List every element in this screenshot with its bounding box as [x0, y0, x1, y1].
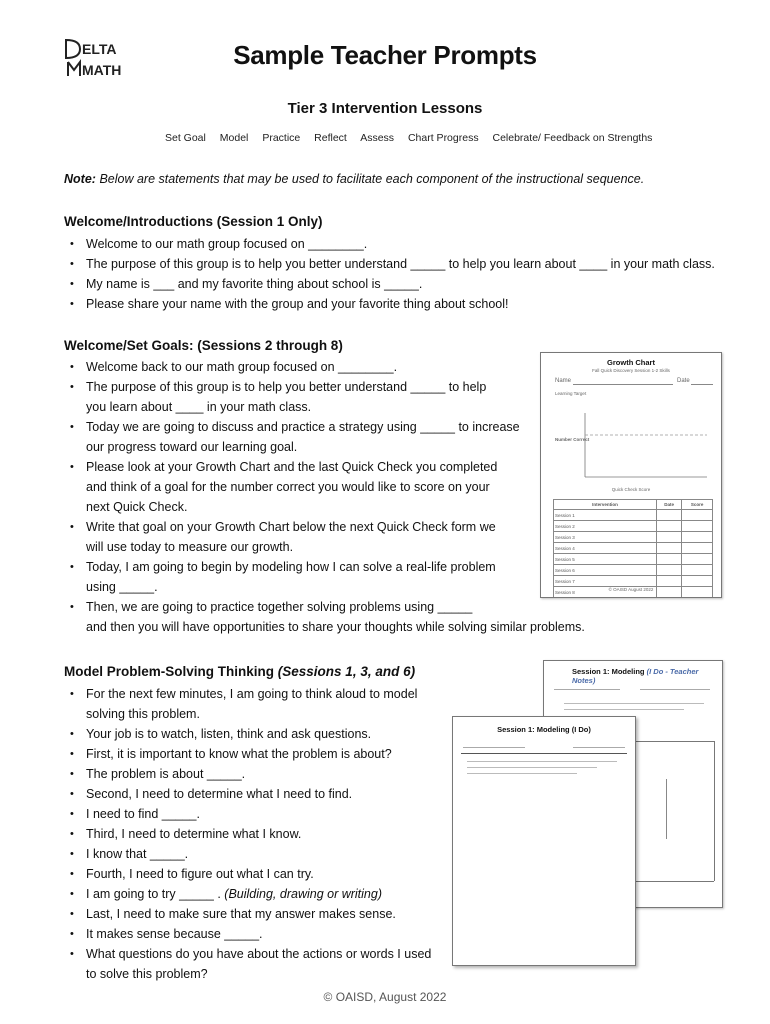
list-item: • Then, we are going to practice together solving problems using _____ — [64, 597, 585, 617]
list-item: • The purpose of this group is to help you better understand _____ to help you learn about ____ in your math class. — [64, 254, 715, 274]
list-item-continued: to solve this problem? — [86, 967, 208, 981]
table-header: Score — [682, 500, 713, 510]
growth-chart-title: Growth Chart — [607, 358, 655, 367]
list-item-note: (Building, drawing or writing) — [224, 887, 382, 901]
table-header: Date — [657, 500, 682, 510]
section-model-list — [64, 684, 431, 984]
lesson-front-title: Session 1: Modeling (I Do) — [497, 725, 591, 734]
list-item — [64, 884, 431, 904]
list-item: • What questions do you have about the actions or words I used — [64, 944, 431, 964]
list-item: • The problem is about _____. — [64, 764, 431, 784]
table-cell: Session 5 — [554, 554, 657, 565]
list-item: • Please share your name with the group and your favorite thing about school! — [64, 294, 715, 314]
lesson-back-title-note: (I Do - Teacher Notes) — [572, 667, 699, 685]
step-model: Model — [219, 132, 249, 144]
list-item-continued: solving this problem. — [86, 707, 200, 721]
list-item: • The purpose of this group is to help you better understand _____ to help — [64, 377, 585, 397]
list-item: • Today we are going to discuss and practice a strategy using _____ to increase — [64, 417, 585, 437]
list-item: • It makes sense because _____. — [64, 924, 431, 944]
growth-chart-y-label: Number Correct — [555, 437, 590, 442]
growth-chart-table — [553, 499, 713, 598]
growth-chart-plot — [579, 411, 709, 483]
list-item: • Today, I am going to begin by modeling how I can solve a real-life problem — [64, 557, 585, 577]
list-item: • Last, I need to make sure that my answer makes sense. — [64, 904, 431, 924]
note-label: Note: — [64, 172, 96, 186]
note-text: Below are statements that may be used to facilitate each component of the instructional sequence. — [99, 172, 645, 186]
table-cell: Session 7 — [554, 576, 657, 587]
step-chart-progress: Chart Progress — [407, 132, 479, 144]
step-reflect: Reflect — [314, 132, 347, 144]
note — [64, 172, 644, 186]
list-item: • Write that goal on your Growth Chart below the next Quick Check form we — [64, 517, 585, 537]
list-item: • Welcome to our math group focused on ________. — [64, 234, 715, 254]
list-item: • Second, I need to determine what I need to find. — [64, 784, 431, 804]
section-model-title: Model Problem-Solving Thinking — [64, 664, 275, 679]
list-item: • I know that _____. — [64, 844, 431, 864]
list-item-continued: will use today to measure our growth. — [86, 540, 294, 554]
page-footer: © OAISD, August 2022 — [323, 990, 447, 1004]
sequence-steps — [165, 132, 663, 144]
list-item: • Fourth, I need to figure out what I can try. — [64, 864, 431, 884]
growth-chart-footer: © OAISD August 2022 — [608, 587, 654, 592]
section-set-goals-list — [64, 357, 585, 637]
step-set-goal: Set Goal — [165, 132, 206, 144]
list-item: • I need to find _____. — [64, 804, 431, 824]
list-item: • Third, I need to determine what I know. — [64, 824, 431, 844]
list-item-text: I am going to try _____ . — [86, 887, 221, 901]
list-item-continued: next Quick Check. — [86, 500, 188, 514]
growth-chart-thumbnail — [540, 352, 722, 598]
logo-text-top: ELTA — [82, 41, 117, 57]
step-assess: Assess — [360, 132, 395, 144]
table-cell: Session 4 — [554, 543, 657, 554]
lesson-modeling-thumbnail — [452, 716, 636, 966]
section-set-goals-heading: Welcome/Set Goals: (Sessions 2 through 8) — [64, 338, 343, 353]
growth-chart-date-label: Date — [677, 378, 690, 384]
growth-chart-name-label: Name — [555, 378, 572, 384]
section-welcome-heading: Welcome/Introductions (Session 1 Only) — [64, 214, 323, 229]
table-cell: Session 6 — [554, 565, 657, 576]
section-welcome-list — [64, 234, 715, 314]
list-item-continued: using _____. — [86, 580, 158, 594]
list-item: • My name is ___ and my favorite thing about school is _____. — [64, 274, 715, 294]
table-cell: Session 2 — [554, 521, 657, 532]
list-item: • Your job is to watch, listen, think and ask questions. — [64, 724, 431, 744]
growth-chart-goal-label: Learning Target — [555, 391, 587, 396]
growth-chart-subtitle: Fall Quick Discovery Session 1-2 Skills — [592, 368, 670, 373]
logo-text-bottom: MATH — [82, 62, 122, 78]
page-subtitle: Tier 3 Intervention Lessons — [287, 100, 483, 117]
list-item: • For the next few minutes, I am going to think aloud to model — [64, 684, 431, 704]
lesson-back-title: Session 1: Modeling — [572, 667, 645, 676]
list-item-continued: and then you will have opportunities to share your thoughts while solving similar problems. — [86, 620, 585, 634]
table-cell: Session 1 — [554, 510, 657, 521]
list-item: • First, it is important to know what the problem is about? — [64, 744, 431, 764]
table-cell: Session 8 — [554, 587, 657, 598]
growth-chart-x-label: Quick Check Score — [611, 487, 651, 492]
step-celebrate: Celebrate/ Feedback on Strengths — [492, 132, 653, 144]
list-item: • Please look at your Growth Chart and the last Quick Check you completed — [64, 457, 585, 477]
table-cell: Session 3 — [554, 532, 657, 543]
table-header: Intervention — [554, 500, 657, 510]
list-item-continued: our progress toward our learning goal. — [86, 440, 298, 454]
section-model-heading — [64, 664, 415, 679]
list-item-continued: and think of a goal for the number correct you would like to score on your — [86, 480, 490, 494]
page-title: Sample Teacher Prompts — [233, 40, 537, 70]
section-model-sessions: (Sessions 1, 3, and 6) — [277, 664, 416, 679]
list-item-continued: you learn about ____ in your math class. — [86, 400, 312, 414]
step-practice: Practice — [262, 132, 301, 144]
list-item: • Welcome back to our math group focused on ________. — [64, 357, 585, 377]
